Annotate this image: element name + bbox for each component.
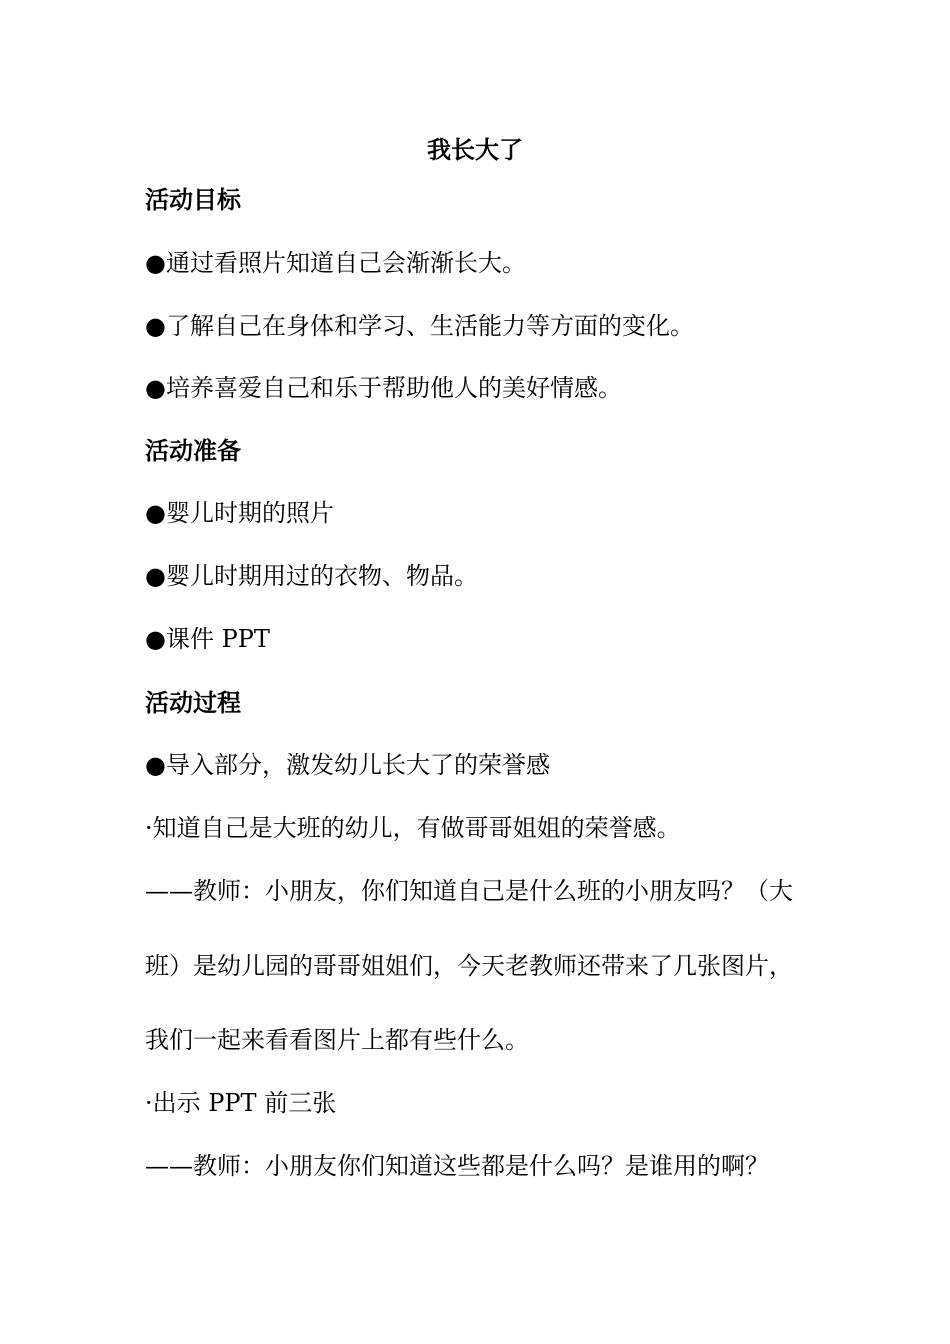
section-heading-process: 活动过程	[145, 689, 241, 717]
document-title: 我长大了	[427, 136, 523, 164]
process-subitem-2: ·出示 PPT 前三张	[145, 1089, 337, 1117]
process-subitem-1: ·知道自己是大班的幼儿，有做哥哥姐姐的荣誉感。	[145, 814, 681, 842]
teacher-dialogue-line-4: ——教师：小朋友你们知道这些都是什么吗？是谁用的啊？	[145, 1152, 769, 1180]
section-heading-goals: 活动目标	[145, 186, 241, 214]
preparation-item-2: ●婴儿时期用过的衣物、物品。	[145, 562, 478, 590]
teacher-dialogue-line-3: 我们一起来看看图片上都有些什么。	[145, 1026, 529, 1054]
process-item-intro: ●导入部分，激发幼儿长大了的荣誉感	[145, 751, 550, 779]
section-heading-preparation: 活动准备	[145, 437, 241, 465]
goal-item-2: ●了解自己在身体和学习、生活能力等方面的变化。	[145, 312, 694, 340]
preparation-item-1: ●婴儿时期的照片	[145, 499, 334, 527]
goal-item-1: ●通过看照片知道自己会渐渐长大。	[145, 249, 526, 277]
teacher-dialogue-line-1: ——教师：小朋友，你们知道自己是什么班的小朋友吗？（大	[145, 877, 793, 905]
teacher-dialogue-line-2: 班）是幼儿园的哥哥姐姐们，今天老教师还带来了几张图片，	[145, 952, 793, 980]
goal-item-3: ●培养喜爱自己和乐于帮助他人的美好情感。	[145, 374, 622, 402]
preparation-item-3: ●课件 PPT	[145, 625, 270, 653]
